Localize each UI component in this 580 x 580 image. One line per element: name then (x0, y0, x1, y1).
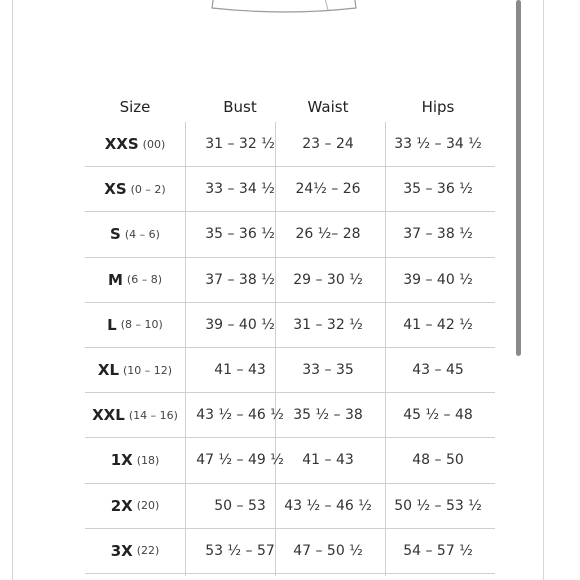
waist-cell: 43 ½ – 46 ½ (284, 497, 372, 514)
size-cell (85, 167, 185, 211)
bust-cell: 53 ½ – 57 (205, 542, 275, 559)
hips-cell: 37 – 38 ½ (403, 226, 473, 243)
hips-cell: 54 – 57 ½ (403, 542, 473, 559)
left-border (12, 0, 13, 580)
bust-cell: 33 – 34 ½ (205, 181, 275, 198)
size-range: (18) (136, 453, 160, 467)
waist-cell: 31 – 32 ½ (293, 316, 363, 333)
size-label: 2X (110, 496, 133, 515)
waist-cell: 29 – 30 ½ (293, 271, 363, 288)
header-waist: Waist (307, 98, 349, 116)
hips-cell: 48 – 50 (412, 452, 464, 469)
table-row (85, 529, 495, 574)
bust-cell: 50 – 53 (214, 497, 266, 514)
waist-cell: 26 ½– 28 (295, 226, 361, 243)
size-chart-header (85, 98, 495, 122)
hips-cell: 43 – 45 (412, 362, 464, 379)
hips-cell: 50 ½ – 53 ½ (394, 497, 482, 514)
size-range: (00) (142, 137, 166, 151)
hips-cell: 41 – 42 ½ (403, 316, 473, 333)
table-row (85, 167, 495, 212)
size-cell (85, 258, 185, 302)
bust-cell: 37 – 38 ½ (205, 271, 275, 288)
garment-sketch-icon (210, 0, 360, 40)
table-row (85, 393, 495, 438)
size-cell (85, 303, 185, 347)
size-range: (6 – 8) (126, 273, 162, 287)
size-range: (4 – 6) (124, 227, 160, 241)
bust-cell: 43 ½ – 46 ½ (196, 407, 284, 424)
waist-cell: 41 – 43 (302, 452, 354, 469)
table-row (85, 348, 495, 393)
header-size: Size (119, 98, 151, 116)
size-label: S (110, 225, 121, 244)
header-bust: Bust (223, 98, 257, 116)
waist-cell: 23 – 24 (302, 136, 354, 153)
bust-cell: 35 – 36 ½ (205, 226, 275, 243)
size-range: (8 – 10) (120, 318, 163, 332)
size-cell (85, 393, 185, 437)
size-range: (14 – 16) (128, 408, 178, 422)
hips-cell: 39 – 40 ½ (403, 271, 473, 288)
header-hips: Hips (421, 98, 455, 116)
size-label: M (107, 270, 123, 289)
size-label: 1X (110, 451, 133, 470)
size-label: XL (97, 361, 120, 380)
table-row (85, 484, 495, 529)
size-label: XXS (104, 135, 139, 154)
hips-cell: 45 ½ – 48 (403, 407, 473, 424)
table-row (85, 438, 495, 483)
hips-cell: 35 – 36 ½ (403, 181, 473, 198)
table-row (85, 212, 495, 257)
waist-cell: 35 ½ – 38 (293, 407, 363, 424)
waist-cell: 24½ – 26 (295, 181, 361, 198)
bust-cell: 31 – 32 ½ (205, 136, 275, 153)
size-label: 3X (110, 541, 133, 560)
waist-cell: 33 – 35 (302, 362, 354, 379)
table-row (85, 122, 495, 167)
bust-cell: 47 ½ – 49 ½ (196, 452, 284, 469)
bust-cell: 41 – 43 (214, 362, 266, 379)
size-label: L (107, 315, 117, 334)
size-cell (85, 438, 185, 482)
size-range: (0 – 2) (130, 182, 166, 196)
size-cell (85, 122, 185, 166)
waist-cell: 47 – 50 ½ (293, 542, 363, 559)
table-row (85, 303, 495, 348)
size-cell (85, 212, 185, 256)
size-cell (85, 484, 185, 528)
bust-cell: 39 – 40 ½ (205, 316, 275, 333)
size-range: (20) (136, 499, 160, 513)
size-cell (85, 529, 185, 573)
size-label: XS (104, 180, 127, 199)
size-cell (85, 348, 185, 392)
scrollbar[interactable] (516, 0, 521, 356)
hips-cell: 33 ½ – 34 ½ (394, 136, 482, 153)
size-range: (22) (136, 544, 160, 558)
size-chart-table (85, 122, 495, 574)
size-range: (10 – 12) (123, 363, 173, 377)
right-border (543, 0, 544, 580)
size-label: XXL (92, 406, 125, 425)
table-row (85, 258, 495, 303)
